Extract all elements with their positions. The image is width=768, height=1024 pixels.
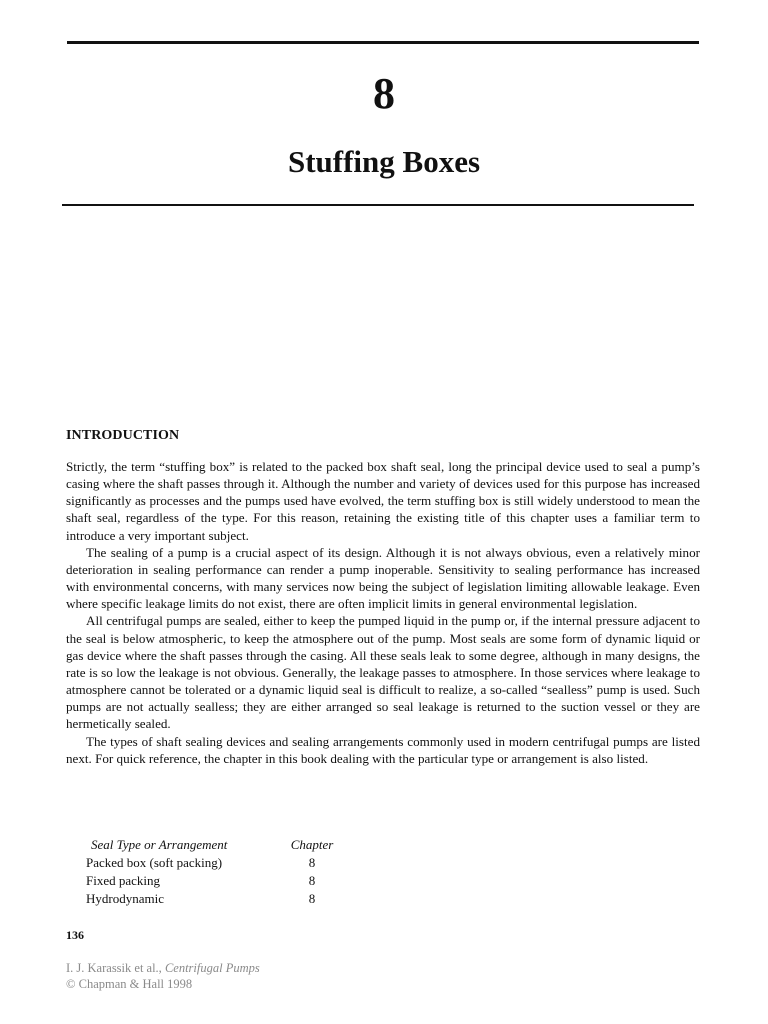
table-header-row — [86, 836, 337, 854]
seal-type-cell: Fixed packing — [86, 873, 161, 888]
table-row — [86, 890, 337, 908]
seal-type-cell: Packed box (soft packing) — [86, 855, 223, 870]
chapter-number: 8 — [373, 69, 395, 118]
column-header-chapter: Chapter — [290, 837, 334, 852]
paragraph: The types of shaft sealing devices and sealing arrangements commonly used in modern centrifugal pumps are listed next. For quick reference, the chapter in this book dealing with the particular type or arrangement is also listed. — [66, 733, 700, 766]
citation-authors: I. J. Karassik et al., — [66, 961, 165, 975]
table-row — [86, 854, 337, 872]
page-number: 136 — [66, 928, 84, 942]
section-heading: INTRODUCTION — [66, 428, 180, 443]
table-row — [86, 872, 337, 890]
citation-line — [66, 960, 260, 976]
paragraph: Strictly, the term “stuffing box” is related to the packed box shaft seal, long the principal device used to seal a pump’s casing where the shaft passes through it. Although the number and variety of devices used for this purpose has increased significantly as processes and the pumps used have evolved, the term stuffing box is still widely understood to mean the shaft seal, regardless of the type. For this reason, retaining the existing title of this chapter uses a familiar term to introduce a very important subject. — [66, 459, 700, 543]
seal-type-cell: Hydrodynamic — [86, 891, 164, 906]
chapter-cell: 8 — [308, 873, 316, 888]
chapter-cell: 8 — [308, 855, 316, 870]
bottom-rule — [62, 204, 694, 206]
paragraph: The sealing of a pump is a crucial aspect of its design. Although it is not always obvious, even a relatively minor deterioration in sealing performance can render a pump inoperable. Sensitivity to sealing performance has increased with environmental concerns, with many services now being the subject of legislation limiting allowable leakage. Even where specific leakage limits do not exist, there are often implicit limits in general environmental legislation. — [66, 544, 700, 612]
top-rule — [67, 41, 699, 44]
citation-book-title: Centrifugal Pumps — [164, 961, 260, 975]
chapter-cell: 8 — [308, 891, 316, 906]
seal-type-table — [86, 836, 337, 908]
citation — [66, 960, 260, 992]
body-text — [66, 458, 700, 767]
paragraph: All centrifugal pumps are sealed, either to keep the pumped liquid in the pump or, if the internal pressure adjacent to the seal is below atmospheric, to keep the atmosphere out of the pump. Most seals are some form of dynamic liquid or gas device where the shaft passes through the casing. All these seals leak to some degree, although in many designs, the rate is so low the leakage is not obvious. Generally, the leakage passes to atmosphere. In those services where leakage to atmosphere cannot be tolerated or a dynamic liquid seal is difficult to realize, a so-called “sealless” pump is used. Such pumps are not actually sealless; they are either arranged so seal leakage is returned to the suction vessel or they are hermetically sealed. — [66, 613, 700, 732]
chapter-title: Stuffing Boxes — [287, 144, 481, 179]
copyright-line: © Chapman & Hall 1998 — [66, 977, 193, 991]
column-header-seal-type: Seal Type or Arrangement — [91, 837, 228, 852]
